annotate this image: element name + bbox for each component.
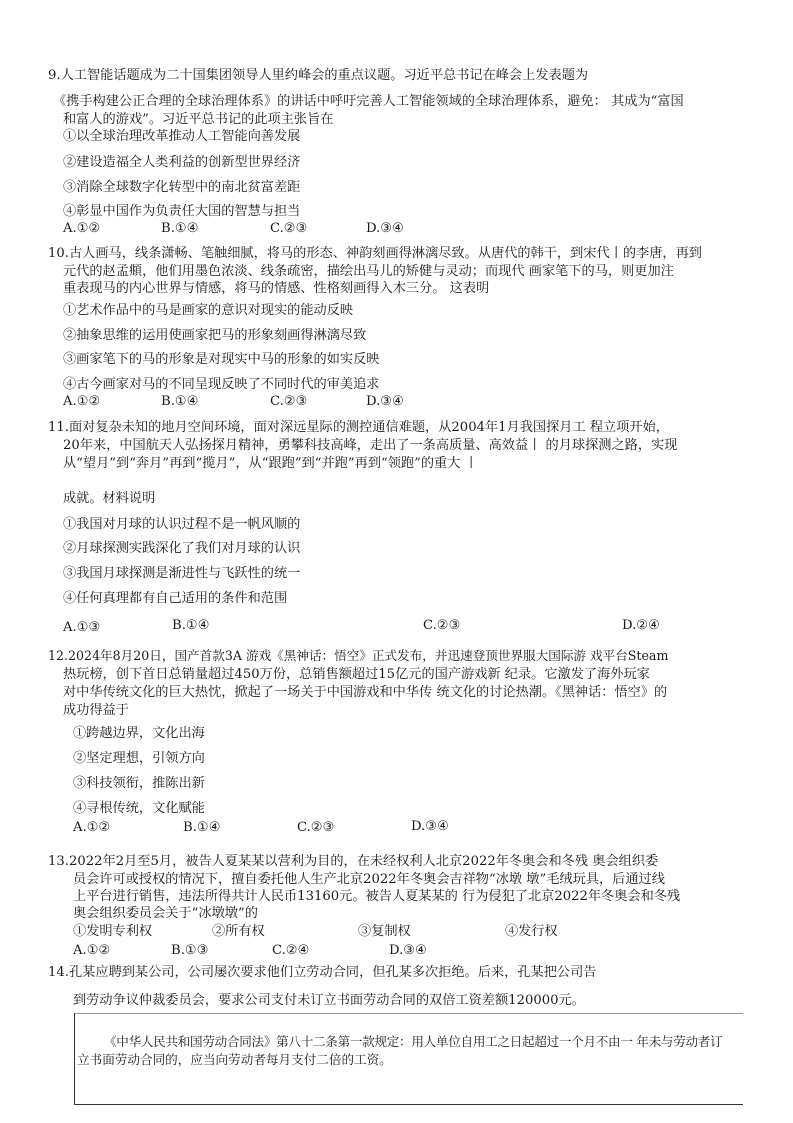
q10-stem-line-3: 重表现马的内心世界与情感，将马的情感、性格刻画得入木三分。 这表明 [63, 281, 490, 296]
q9-stem-line-1: 9.人工智能话题成为二十国集团领导人里约峰会的重点议题。习近平总书记在峰会上发表题为 [48, 68, 589, 83]
quote-box-bottom-border [74, 1104, 743, 1105]
q14-stem-line-2: 到劳动争议仲裁委员会，要求公司支付未订立书面劳动合同的双倍工资差额120000元。 [73, 993, 585, 1008]
q12-option-a[interactable]: A.①② [73, 820, 111, 835]
q12-option-b[interactable]: B.①④ [183, 820, 221, 835]
q10-option-a[interactable]: A.①② [63, 394, 101, 409]
q12-item-2: ②坚定理想，引领方向 [73, 751, 205, 766]
q13-stem-line-4: 奥会组织委员会关于“冰墩墩”的 [73, 906, 258, 921]
q9-stem-line-2: 《携手构建公正合理的全球治理体系》的讲话中呼吁完善人工智能领域的全球治理体系，避免： 其成为“富国 [53, 94, 684, 109]
q11-stem-line-2: 20年来，中国航天人弘扬探月精神，勇攀科技高峰，走出了一条高质量、高效益丨 的月球探测之路，实现 [63, 438, 678, 453]
q14-quote-line-2: 立书面劳动合同的，应当向劳动者每月支付二倍的工资。 [77, 1052, 392, 1067]
q13-option-d[interactable]: D.③④ [389, 943, 427, 958]
q12-item-1: ①跨越边界，文化出海 [73, 726, 205, 741]
q10-option-c[interactable]: C.②③ [270, 394, 308, 409]
q13-item-2: ②所有权 [212, 924, 265, 939]
q12-stem-line-2: 热玩榜，创下首日总销量超过450万份，总销售额超过15亿元的国产游戏新 纪录。它激发了海外玩家 [63, 667, 650, 682]
q11-option-b[interactable]: B.①④ [172, 618, 210, 633]
q11-option-d[interactable]: D.②④ [622, 618, 660, 633]
q12-item-3: ③科技领衔，推陈出新 [73, 776, 205, 791]
q14-quote-line-1: 《中华人民共和国劳动合同法》第八十二条第一款规定：用人单位自用工之日起超过一个月不由一 年未与劳动者订 [104, 1034, 723, 1049]
q11-stem-line-1: 11.面对复杂未知的地月空间环境，面对深远星际的测控通信难题，从2004年1月我国探月工 程立项开始， [48, 420, 669, 435]
q11-option-a[interactable]: A.①③ [63, 620, 101, 635]
q11-option-c[interactable]: C.②③ [423, 618, 461, 633]
q12-option-c[interactable]: C.②③ [297, 820, 335, 835]
q14-stem-line-1: 14.孔某应聘到某公司，公司屡次要求他们立劳动合同，但孔某多次拒绝。后来，孔某把公司告 [48, 965, 597, 980]
q9-item-1: ①以全球治理改革推动人工智能向善发展 [63, 129, 301, 144]
q12-item-4: ④寻根传统，文化赋能 [73, 801, 205, 816]
q12-stem-line-4: 成功得益于 [63, 703, 129, 718]
q10-item-3: ③画家笔下的马的形象是对现实中马的形象的如实反映 [63, 352, 380, 367]
q11-item-1: ①我国对月球的认识过程不是一帆风顺的 [63, 517, 301, 532]
quote-box-left-border [74, 1013, 75, 1105]
q13-option-c[interactable]: C.②④ [272, 943, 310, 958]
q12-stem-line-1: 12.2024年8月20日，国产首款3A 游戏《黑神话：悟空》正式发布，并迅速登顶世界服大国际游 戏平台Steam [48, 648, 669, 663]
q9-option-c[interactable]: C.②③ [270, 221, 308, 236]
q10-item-1: ①艺术作品中的马是画家的意识对现实的能动反映 [63, 303, 354, 318]
q10-stem-line-1: 10.古人画马，线条潇畅、笔触细腻，将马的形态、神韵刻画得淋漓尽致。从唐代的韩干，到宋代丨的李唐，再到 [48, 246, 702, 261]
q13-item-4: ④发行权 [505, 924, 558, 939]
q10-option-b[interactable]: B.①④ [161, 394, 199, 409]
q13-stem-line-3: 上平台进行销售，违法所得共计人民币13160元。被告人夏某某的 行为侵犯了北京2022年冬奥会和冬残 [73, 889, 681, 904]
q11-item-3: ③我国月球探测是渐进性与飞跃性的统一 [63, 566, 301, 581]
q9-item-3: ③消除全球数字化转型中的南北贫富差距 [63, 180, 301, 195]
q13-option-a[interactable]: A.①② [73, 943, 111, 958]
q11-stem-line-4: 成就。材料说明 [63, 491, 156, 506]
q13-stem-line-2: 员会许可或授权的情况下，擅自委托他人生产北京2022年冬奥会吉祥物“冰墩 墩”毛绒玩具，后通过线 [73, 872, 665, 887]
q10-stem-line-2: 元代的赵孟頫，他们用墨色浓淡、线条疏密，描绘出马儿的矫健与灵动；而现代 画家笔下的马，则更加注 [63, 264, 674, 279]
q12-stem-line-3: 对中华传统文化的巨大热忱，掀起了一场关于中国游戏和中华传 统文化的讨论热潮。《黑神话：悟空》的 [63, 685, 668, 700]
q13-option-b[interactable]: B.①③ [171, 943, 209, 958]
q9-item-2: ②建设造福全人类利益的创新型世界经济 [63, 155, 301, 170]
q9-item-4: ④彰显中国作为负责任大国的智慧与担当 [63, 204, 301, 219]
q13-item-3: ③复制权 [358, 924, 411, 939]
q10-item-2: ②抽象思维的运用使画家把马的形象刻画得淋漓尽致 [63, 328, 367, 343]
q11-stem-line-3: 从“望月”到“奔月”再到“揽月”，从“跟跑”到“并跑”再到“领跑”的重大 丨 [63, 456, 478, 471]
q13-item-1: ①发明专利权 [73, 924, 153, 939]
q12-option-d[interactable]: D.③④ [411, 819, 449, 834]
q9-option-b[interactable]: B.①④ [161, 221, 199, 236]
q9-stem-line-3: 和富人的游戏”。习近平总书记的此项主张旨在 [63, 112, 334, 127]
q10-option-d[interactable]: D.③④ [366, 394, 404, 409]
quote-box-top-border [74, 1013, 743, 1014]
q10-item-4: ④古今画家对马的不同呈现反映了不同时代的审美追求 [63, 377, 380, 392]
q9-option-d[interactable]: D.③④ [366, 221, 404, 236]
q13-stem-line-1: 13.2022年2月至5月，被告人夏某某以营利为目的，在未经权利人北京2022年冬奥会和冬残 奥会组织委 [48, 854, 659, 869]
q9-option-a[interactable]: A.①② [63, 221, 101, 236]
q11-item-4: ④任何真理都有自己适用的条件和范围 [63, 591, 288, 606]
q11-item-2: ②月球探测实践深化了我们对月球的认识 [63, 541, 301, 556]
